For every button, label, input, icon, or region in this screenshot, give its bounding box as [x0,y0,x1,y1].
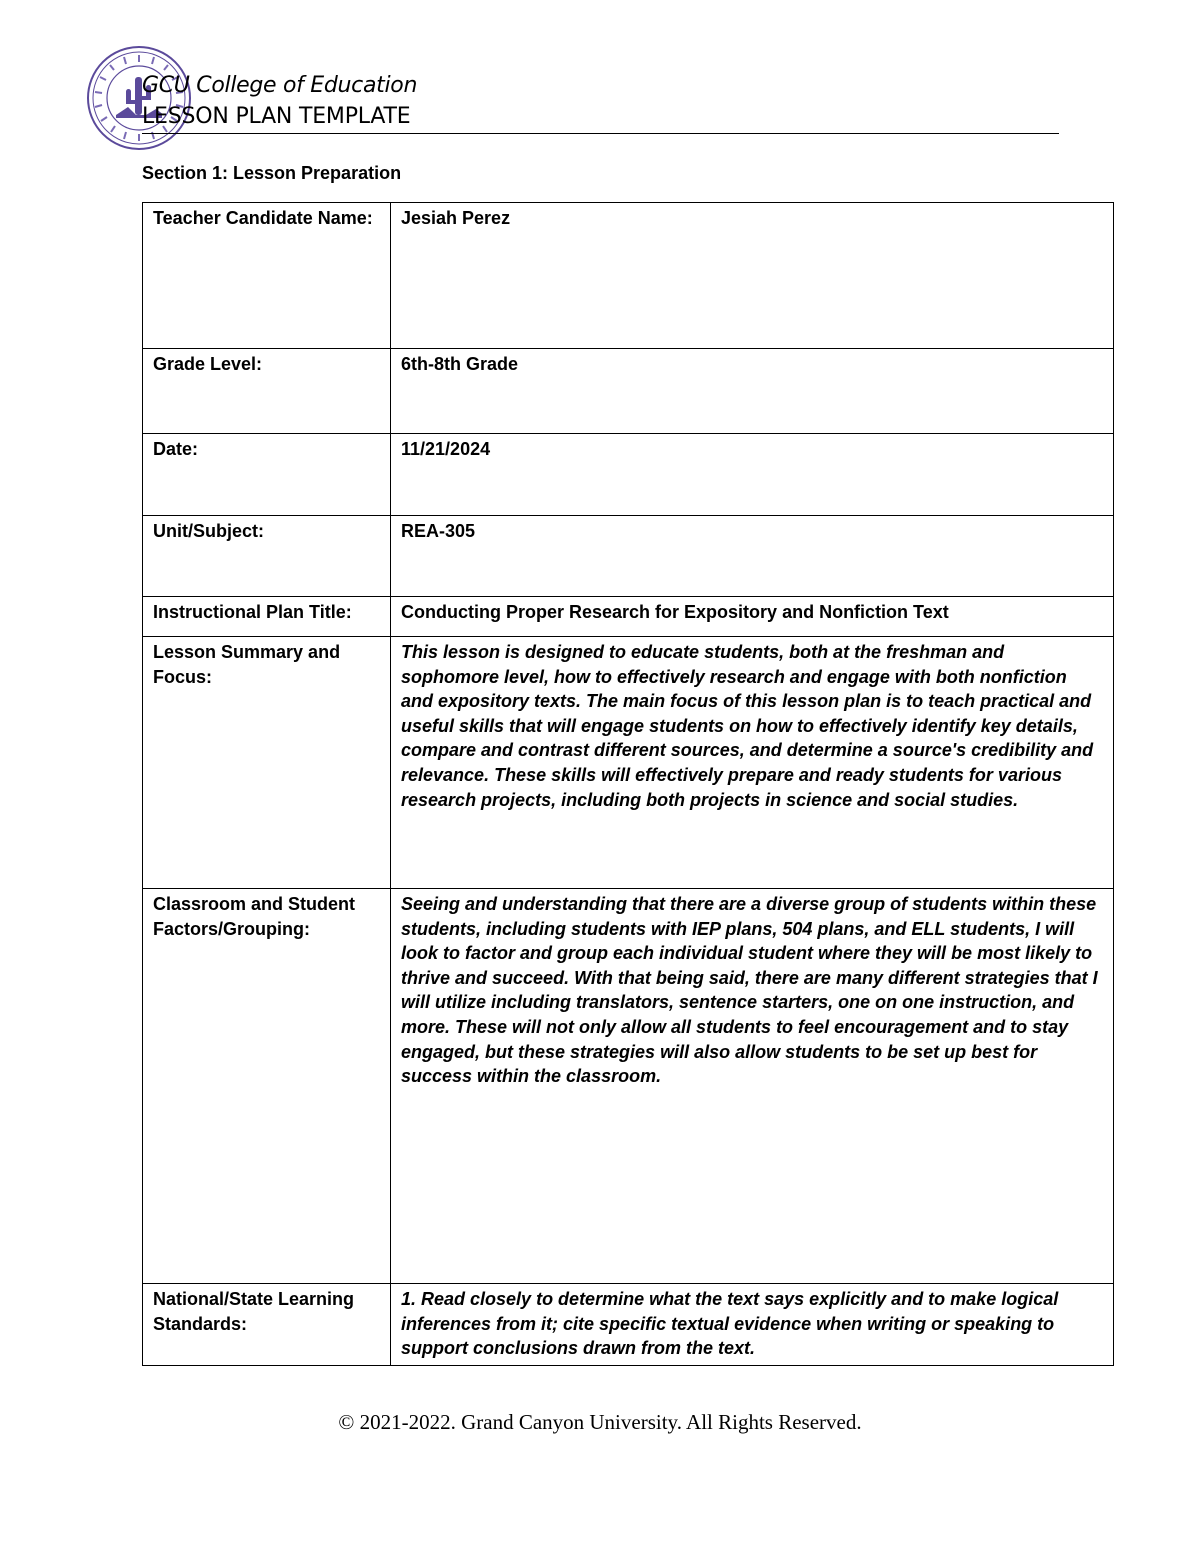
teacher-name-field: Jesiah Perez [391,203,1114,349]
learning-standards-field: 1. Read closely to determine what the text says explicitly and to make logical inferences from it; cite specific textual evidence when writing or speaking to support conclusions drawn from the text. [391,1284,1114,1366]
classroom-factors-field: Seeing and understanding that there are a diverse group of students within these students, including students with IEP plans, 504 plans, and ELL students, I will look to factor and group each individual student where they will be most likely to thrive and succeed. With that being said, there are many different strategies that I will utilize including translators, sentence starters, one on one instruction, and more. These will not only allow all students to feel encouragement and to stay engaged, but these strategies will also allow students to be set up best for success within the classroom. [391,889,1114,1284]
grade-level-field: 6th-8th Grade [391,349,1114,434]
table-row [143,516,1114,597]
lesson-plan-table [142,202,1114,1366]
table-row [143,637,1114,889]
table-row [143,434,1114,516]
section-title: Section 1: Lesson Preparation [142,163,402,183]
table-row [143,889,1114,1284]
row-label: Instructional Plan Title: [143,597,391,637]
copyright-footer: © 2021-2022. Grand Canyon University. All Rights Reserved. [338,1410,862,1434]
row-label: Lesson Summary and Focus: [143,637,391,889]
row-label: Teacher Candidate Name: [143,203,391,349]
plan-title-field: Conducting Proper Research for Expository and Nonfiction Text [391,597,1114,637]
row-label: Unit/Subject: [143,516,391,597]
table-row [143,203,1114,349]
unit-subject-field: REA-305 [391,516,1114,597]
table-row [143,1284,1114,1366]
university-seal-logo [86,45,192,151]
row-label: Classroom and Student Factors/Grouping: [143,889,391,1284]
table-row [143,349,1114,434]
college-name: GCU College of Education [142,73,418,98]
row-label: Date: [143,434,391,516]
template-title: LESSON PLAN TEMPLATE [142,104,411,129]
header-divider [142,133,1059,134]
row-label: National/State Learning Standards: [143,1284,391,1366]
date-field: 11/21/2024 [391,434,1114,516]
row-label: Grade Level: [143,349,391,434]
table-row [143,597,1114,637]
lesson-summary-field: This lesson is designed to educate students, both at the freshman and sophomore level, how to effectively research and engage with both nonfiction and expository texts. The main focus of this lesson plan is to teach practical and useful skills that will engage students on how to effectively identify key details, compare and contrast different sources, and determine a source's credibility and relevance. These skills will effectively prepare and ready students for various research projects, including both projects in science and social studies. [391,637,1114,889]
